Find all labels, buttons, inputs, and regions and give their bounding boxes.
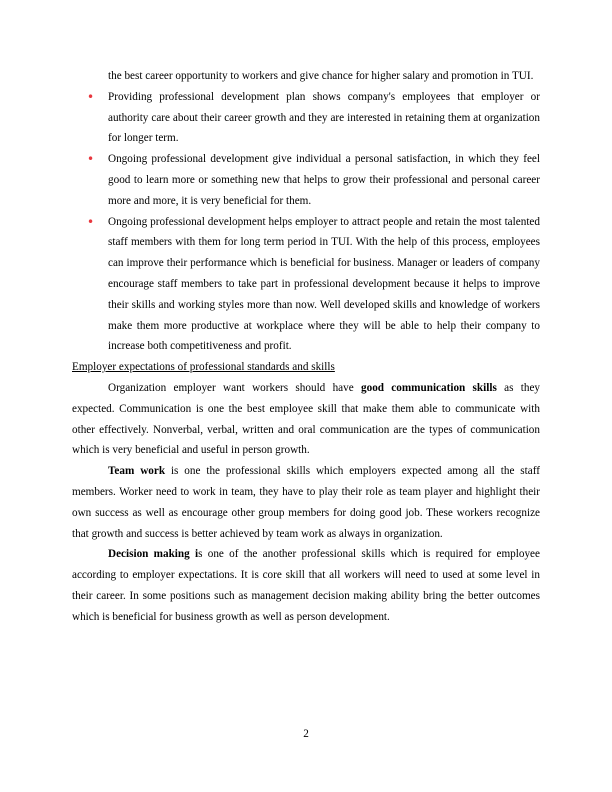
- bullet-icon: •: [87, 214, 95, 229]
- bullet-text: Ongoing professional development helps employer to attract people and retain the most talented staff members with them for long term period in TUI. With the help of this process, employees can improve their performance which is beneficial for business. Manager or leaders of company encourage staff members to take part in professional development because it helps to improve their skills and working styles more than now. Well developed skills and knowledge of workers make them more productive at workplace where they will be able to help their company to increase both competitiveness and profit.: [108, 215, 540, 353]
- decision-making-paragraph: [72, 544, 540, 627]
- paragraph-text: is one the professional skills which employers expected among all the staff members. Worker need to work in team, they have to play their role as team player and highlight their own success as well as encourage other group members for doing good job. These workers recognize that growth and success is better achieved by team work as always in organization.: [72, 465, 540, 540]
- page-number: 2: [303, 728, 309, 740]
- paragraph-text: s one of the another professional skills which is required for employee according to employer expectations. It is core skill that all workers will need to used at some level in their career. In some positions such as management decision making ability bring the better outcomes which is beneficial for business growth as well as person development.: [72, 548, 540, 623]
- section-heading: Employer expectations of professional standards and skills: [72, 361, 335, 374]
- bullet-icon: •: [87, 89, 95, 104]
- bold-term: Team work: [108, 465, 166, 478]
- bullet-text: Providing professional development plan shows company's employees that employer or authority care about their career growth and they are interested in retaining them at organization for longer term.: [108, 90, 540, 145]
- page-content: [72, 66, 540, 628]
- bullet-item: [87, 212, 540, 358]
- bullet-text: Ongoing professional development give individual a personal satisfaction, in which they feel good to learn more or something new that helps to grow their professional and personal career more and more, it is very beneficial for them.: [108, 153, 540, 207]
- bold-term: Decision making i: [108, 548, 199, 561]
- paragraph-text: as they expected. Communication is one the best employee skill that make them able to communicate with other effectively. Nonverbal, verbal, written and oral communication are the types of communication which is very beneficial and useful in person growth.: [72, 381, 541, 457]
- communication-paragraph: [72, 378, 540, 461]
- team-work-paragraph: [72, 461, 540, 544]
- continuation-text: the best career opportunity to workers and give chance for higher salary and promotion in TUI.: [108, 70, 534, 82]
- bullet-list: [72, 87, 540, 357]
- bullet-icon: •: [87, 152, 95, 167]
- bullet-item: [87, 149, 540, 211]
- bullet-item: [87, 87, 540, 149]
- bold-term: good communication skills: [361, 381, 497, 394]
- paragraph-text: Organization employer want workers should have: [108, 381, 361, 394]
